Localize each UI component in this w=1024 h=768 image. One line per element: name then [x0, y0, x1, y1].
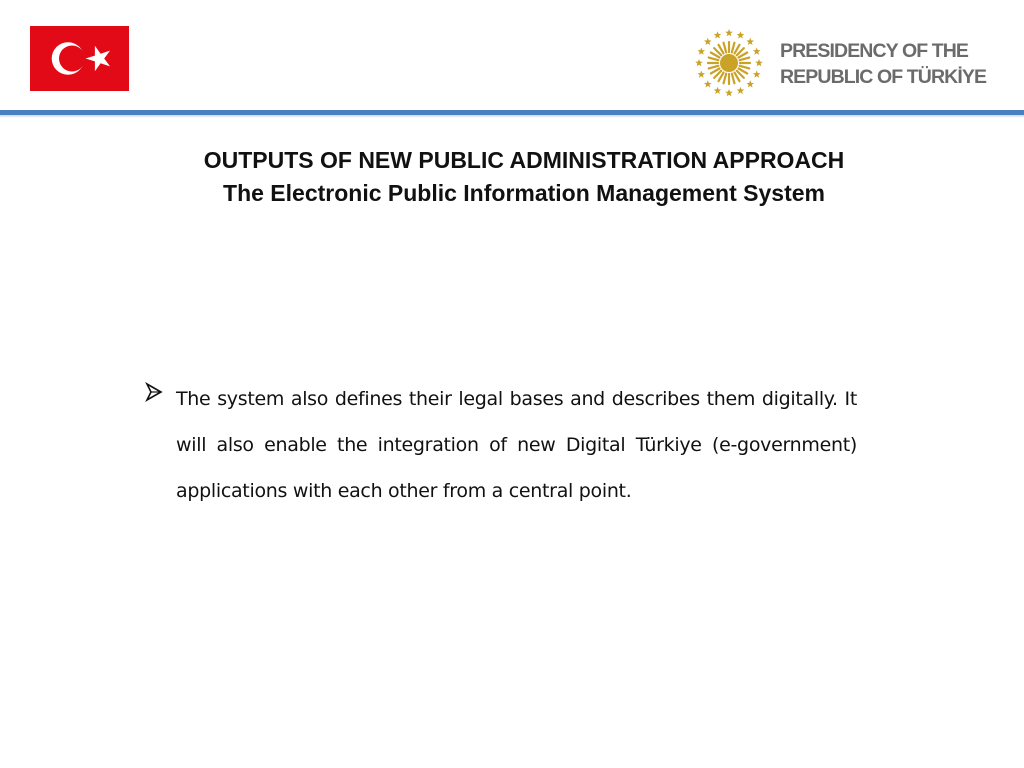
seal-ray-mark [740, 66, 750, 69]
seal-ray-mark [724, 74, 727, 84]
seal-star-mark [746, 38, 754, 45]
seal-star-mark [753, 48, 761, 55]
slide-title [0, 145, 1024, 211]
turkish-flag-icon [30, 26, 129, 91]
seal-star-mark [695, 59, 703, 66]
presidency-line1: PRESIDENCY OF THE [780, 40, 969, 62]
seal-star-mark [714, 87, 722, 94]
seal-ray-mark [740, 58, 750, 61]
seal-star-mark [725, 29, 733, 36]
header-rule-shadow [0, 115, 1024, 118]
seal-star-mark [753, 70, 761, 77]
bullet-item [145, 376, 857, 514]
seal-star-mark [737, 87, 745, 94]
arrow-bullet-icon [145, 382, 163, 402]
seal-star-mark [704, 80, 712, 87]
seal-star-mark [697, 48, 705, 55]
presidency-wordmark [780, 38, 986, 90]
title-line1: OUTPUTS OF NEW PUBLIC ADMINISTRATION APPROACH [203, 147, 845, 173]
seal-star-mark [704, 38, 712, 45]
seal-star-mark [755, 59, 763, 66]
seal-star-mark [697, 70, 705, 77]
seal-ray-mark [709, 58, 719, 61]
seal-star-mark [737, 31, 745, 38]
presidential-seal-icon [693, 27, 765, 99]
title-line2: The Electronic Public Information Management System [223, 180, 825, 206]
bullet-text: The system also defines their legal bases and describes them digitally. It will also enable the integration of new Digital Türkiye (e-government) applications with each other from a central point. [176, 388, 857, 502]
seal-ray-mark [732, 43, 735, 53]
presidency-line2: REPUBLIC OF TÜRKİYE [780, 66, 987, 88]
seal-star-mark [725, 89, 733, 96]
seal-ray-mark [724, 43, 727, 53]
seal-ray-mark [732, 74, 735, 84]
seal-ray-mark [709, 66, 719, 69]
seal-star-mark [746, 80, 754, 87]
seal-star-mark [714, 31, 722, 38]
